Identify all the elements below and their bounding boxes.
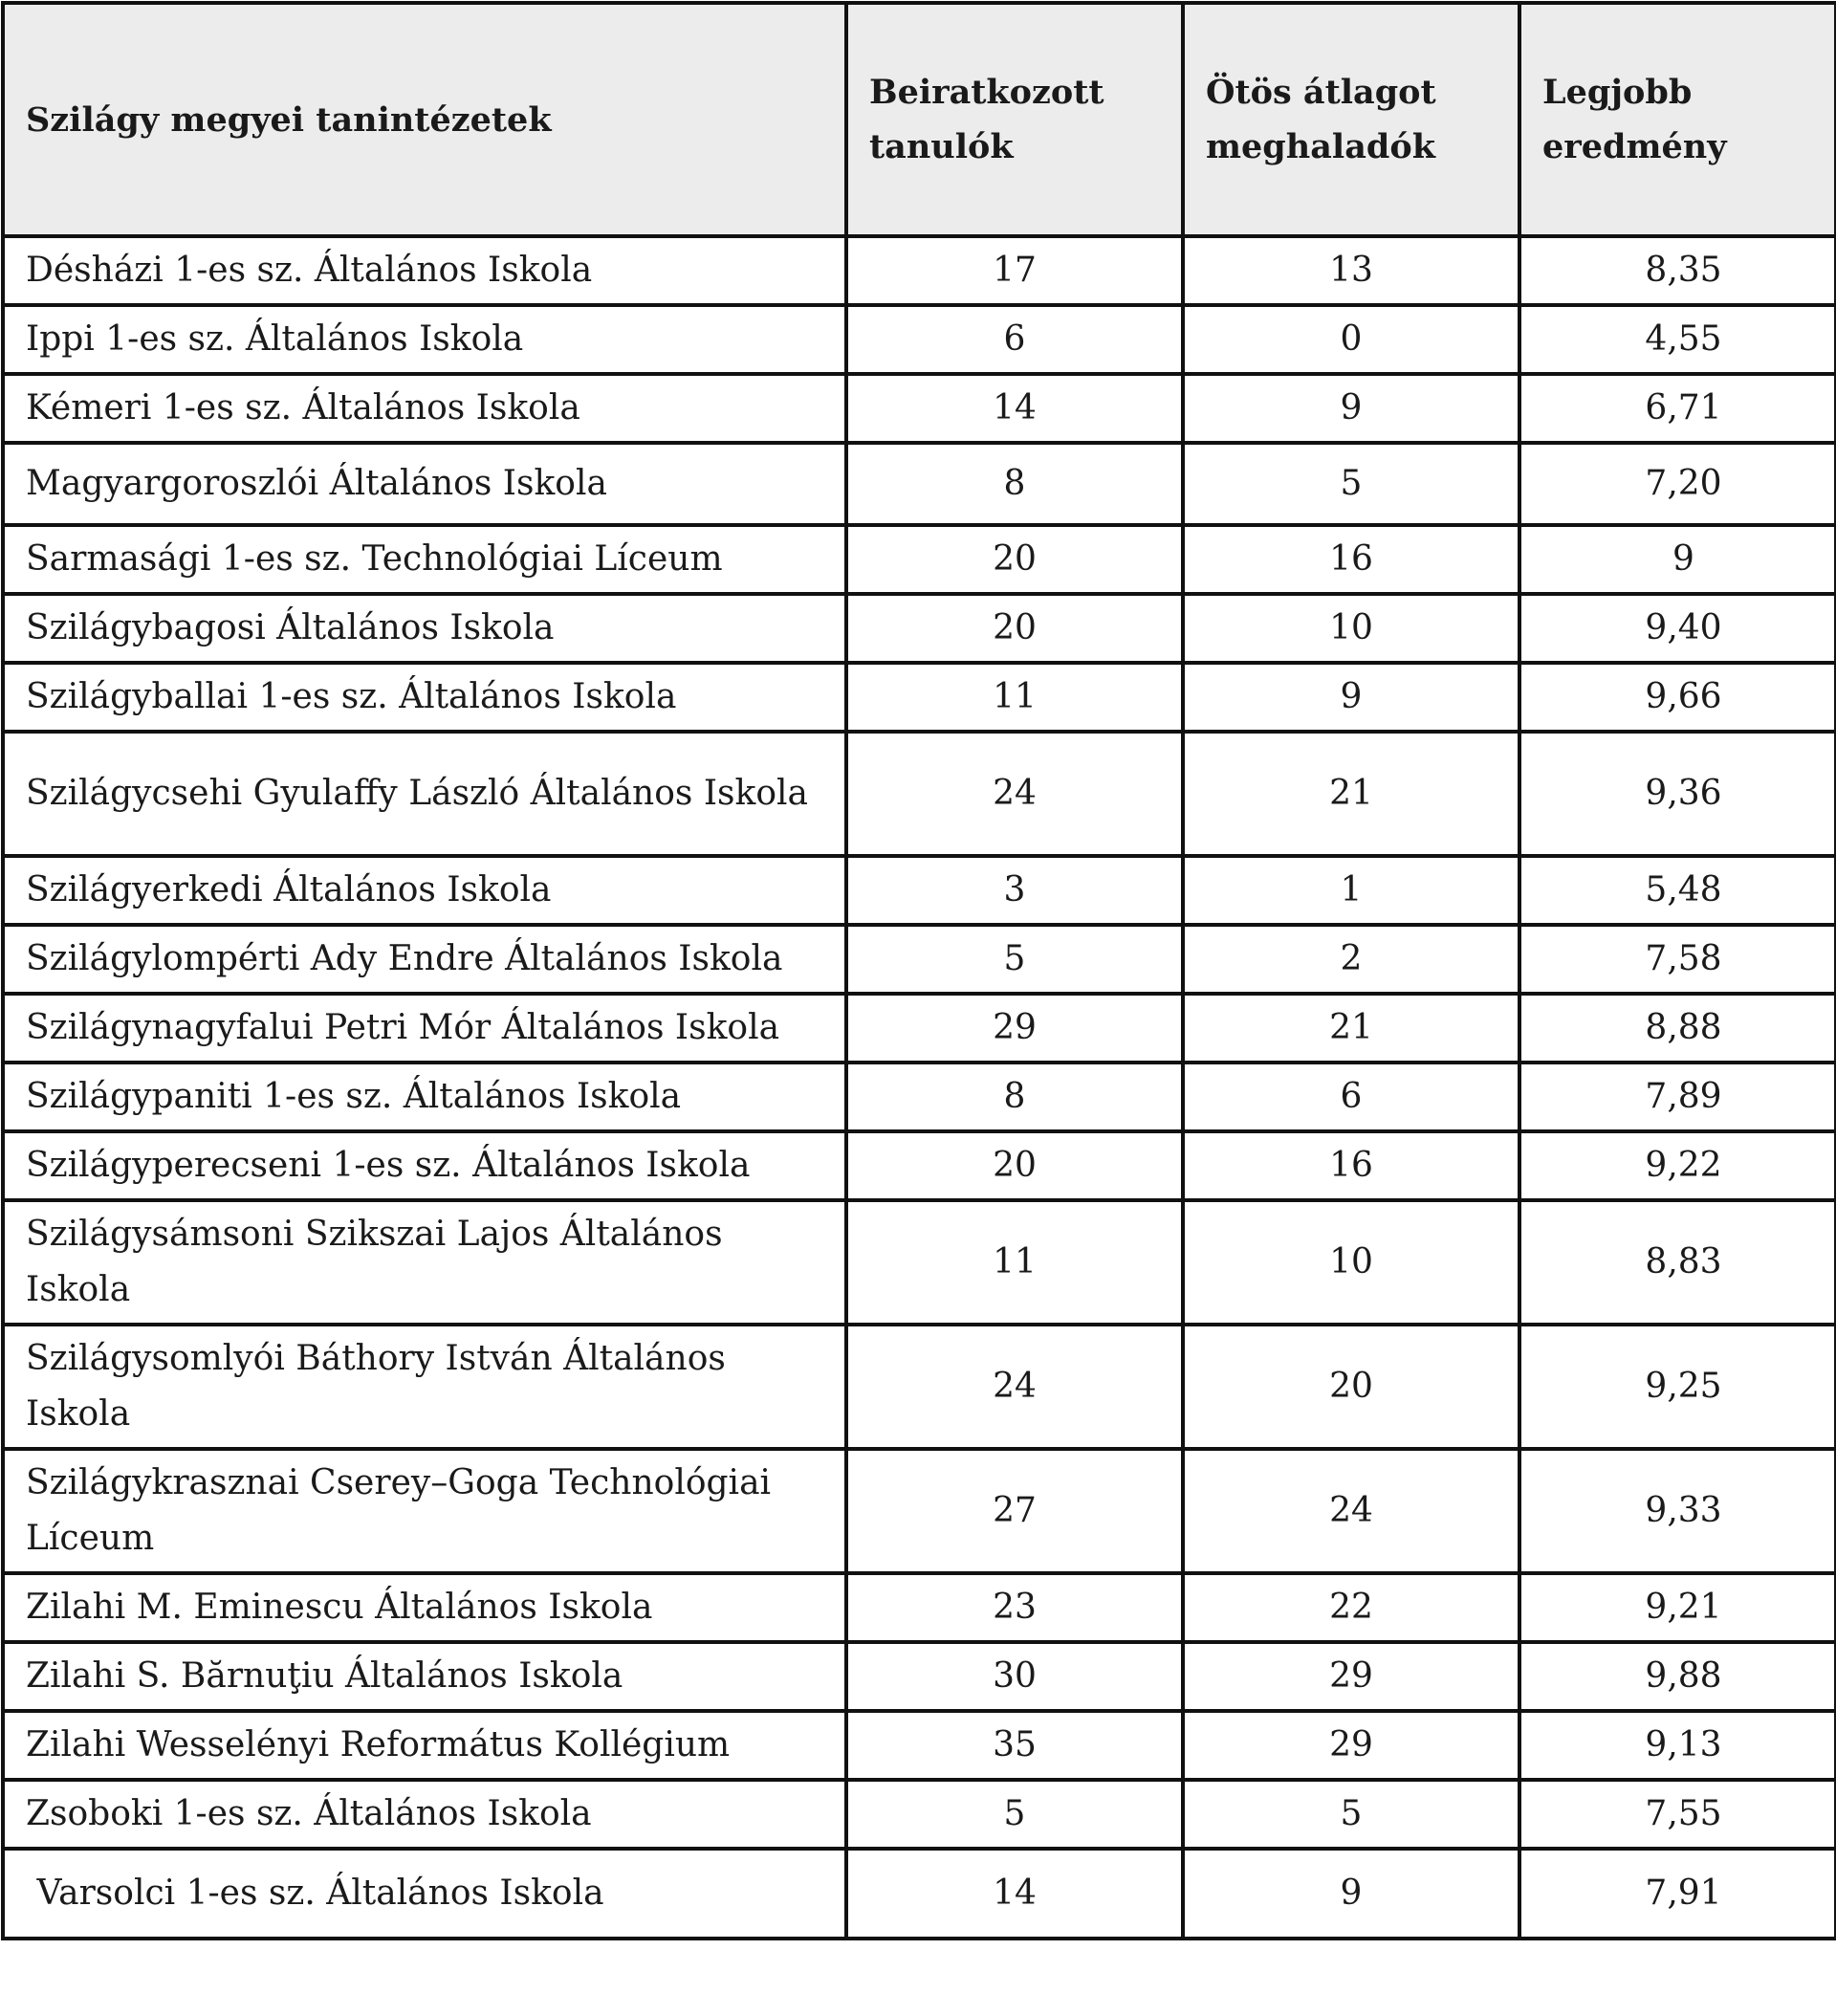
enrolled-count: 27 bbox=[846, 1449, 1183, 1573]
enrolled-count: 30 bbox=[846, 1642, 1183, 1711]
school-name: Szilágycsehi Gyulaffy László Általános Iskola bbox=[3, 732, 846, 856]
school-name: Szilágylompérti Ady Endre Általános Iskola bbox=[3, 925, 846, 994]
table-row bbox=[3, 994, 1836, 1063]
above-five-count: 10 bbox=[1183, 1200, 1519, 1325]
best-result: 9,66 bbox=[1519, 663, 1836, 732]
enrolled-count: 5 bbox=[846, 1780, 1183, 1849]
enrolled-count: 8 bbox=[846, 1063, 1183, 1131]
table-row bbox=[3, 1780, 1836, 1849]
table-row bbox=[3, 236, 1836, 305]
enrolled-count: 14 bbox=[846, 1849, 1183, 1939]
best-result: 7,20 bbox=[1519, 443, 1836, 525]
enrolled-count: 11 bbox=[846, 1200, 1183, 1325]
above-five-count: 0 bbox=[1183, 305, 1519, 374]
table-row bbox=[3, 525, 1836, 594]
enrolled-count: 14 bbox=[846, 374, 1183, 443]
best-result: 9 bbox=[1519, 525, 1836, 594]
above-five-count: 24 bbox=[1183, 1449, 1519, 1573]
table-row bbox=[3, 925, 1836, 994]
school-name: Szilágypaniti 1-es sz. Általános Iskola bbox=[3, 1063, 846, 1131]
table-row bbox=[3, 1325, 1836, 1449]
table-row bbox=[3, 1200, 1836, 1325]
best-result: 7,91 bbox=[1519, 1849, 1836, 1939]
school-name: Sarmasági 1-es sz. Technológiai Líceum bbox=[3, 525, 846, 594]
table-row bbox=[3, 305, 1836, 374]
header-row bbox=[3, 3, 1836, 236]
best-result: 7,58 bbox=[1519, 925, 1836, 994]
table-body bbox=[3, 236, 1836, 1939]
table-row bbox=[3, 856, 1836, 925]
enrolled-count: 8 bbox=[846, 443, 1183, 525]
table-row bbox=[3, 1849, 1836, 1939]
school-name: Zsoboki 1-es sz. Általános Iskola bbox=[3, 1780, 846, 1849]
enrolled-count: 20 bbox=[846, 525, 1183, 594]
school-name: Zilahi S. Bărnuţiu Általános Iskola bbox=[3, 1642, 846, 1711]
table-row bbox=[3, 1131, 1836, 1200]
header-best-result: Legjobb eredmény bbox=[1519, 3, 1836, 236]
school-name: Désházi 1-es sz. Általános Iskola bbox=[3, 236, 846, 305]
school-name: Szilágynagyfalui Petri Mór Általános Iskola bbox=[3, 994, 846, 1063]
above-five-count: 6 bbox=[1183, 1063, 1519, 1131]
school-name: Zilahi M. Eminescu Általános Iskola bbox=[3, 1573, 846, 1642]
best-result: 9,88 bbox=[1519, 1642, 1836, 1711]
enrolled-count: 35 bbox=[846, 1711, 1183, 1780]
table-header bbox=[3, 3, 1836, 236]
table-row bbox=[3, 443, 1836, 525]
enrolled-count: 29 bbox=[846, 994, 1183, 1063]
table-row bbox=[3, 1642, 1836, 1711]
best-result: 8,35 bbox=[1519, 236, 1836, 305]
best-result: 7,89 bbox=[1519, 1063, 1836, 1131]
table-row bbox=[3, 594, 1836, 663]
table-row bbox=[3, 663, 1836, 732]
school-name: Szilágysámsoni Szikszai Lajos Általános Iskola bbox=[3, 1200, 846, 1325]
school-name: Szilágybagosi Általános Iskola bbox=[3, 594, 846, 663]
above-five-count: 9 bbox=[1183, 663, 1519, 732]
best-result: 8,83 bbox=[1519, 1200, 1836, 1325]
best-result: 8,88 bbox=[1519, 994, 1836, 1063]
above-five-count: 2 bbox=[1183, 925, 1519, 994]
table-row bbox=[3, 374, 1836, 443]
enrolled-count: 20 bbox=[846, 594, 1183, 663]
school-name: Zilahi Wesselényi Református Kollégium bbox=[3, 1711, 846, 1780]
above-five-count: 5 bbox=[1183, 1780, 1519, 1849]
table-row bbox=[3, 1449, 1836, 1573]
best-result: 9,33 bbox=[1519, 1449, 1836, 1573]
enrolled-count: 24 bbox=[846, 1325, 1183, 1449]
best-result: 9,22 bbox=[1519, 1131, 1836, 1200]
best-result: 9,21 bbox=[1519, 1573, 1836, 1642]
above-five-count: 29 bbox=[1183, 1642, 1519, 1711]
school-name: Magyargoroszlói Általános Iskola bbox=[3, 443, 846, 525]
enrolled-count: 24 bbox=[846, 732, 1183, 856]
enrolled-count: 5 bbox=[846, 925, 1183, 994]
above-five-count: 9 bbox=[1183, 374, 1519, 443]
best-result: 4,55 bbox=[1519, 305, 1836, 374]
header-enrolled: Beiratkozott tanulók bbox=[846, 3, 1183, 236]
above-five-count: 21 bbox=[1183, 994, 1519, 1063]
best-result: 9,13 bbox=[1519, 1711, 1836, 1780]
above-five-count: 16 bbox=[1183, 525, 1519, 594]
table-row bbox=[3, 1711, 1836, 1780]
best-result: 6,71 bbox=[1519, 374, 1836, 443]
above-five-count: 1 bbox=[1183, 856, 1519, 925]
enrolled-count: 6 bbox=[846, 305, 1183, 374]
above-five-count: 16 bbox=[1183, 1131, 1519, 1200]
table-row bbox=[3, 1573, 1836, 1642]
above-five-count: 22 bbox=[1183, 1573, 1519, 1642]
above-five-count: 29 bbox=[1183, 1711, 1519, 1780]
school-name: Varsolci 1-es sz. Általános Iskola bbox=[3, 1849, 846, 1939]
enrolled-count: 17 bbox=[846, 236, 1183, 305]
table-row bbox=[3, 1063, 1836, 1131]
enrolled-count: 11 bbox=[846, 663, 1183, 732]
above-five-count: 21 bbox=[1183, 732, 1519, 856]
school-name: Ippi 1-es sz. Általános Iskola bbox=[3, 305, 846, 374]
school-name: Szilágykrasznai Cserey–Goga Technológiai Líceum bbox=[3, 1449, 846, 1573]
school-name: Szilágyballai 1-es sz. Általános Iskola bbox=[3, 663, 846, 732]
best-result: 9,40 bbox=[1519, 594, 1836, 663]
school-name: Kémeri 1-es sz. Általános Iskola bbox=[3, 374, 846, 443]
best-result: 5,48 bbox=[1519, 856, 1836, 925]
school-name: Szilágysomlyói Báthory István Általános Iskola bbox=[3, 1325, 846, 1449]
above-five-count: 5 bbox=[1183, 443, 1519, 525]
best-result: 9,25 bbox=[1519, 1325, 1836, 1449]
enrolled-count: 23 bbox=[846, 1573, 1183, 1642]
best-result: 9,36 bbox=[1519, 732, 1836, 856]
above-five-count: 9 bbox=[1183, 1849, 1519, 1939]
header-school: Szilágy megyei tanintézetek bbox=[3, 3, 846, 236]
above-five-count: 20 bbox=[1183, 1325, 1519, 1449]
best-result: 7,55 bbox=[1519, 1780, 1836, 1849]
table-row bbox=[3, 732, 1836, 856]
schools-results-table bbox=[1, 1, 1836, 1940]
enrolled-count: 3 bbox=[846, 856, 1183, 925]
school-name: Szilágyerkedi Általános Iskola bbox=[3, 856, 846, 925]
above-five-count: 10 bbox=[1183, 594, 1519, 663]
enrolled-count: 20 bbox=[846, 1131, 1183, 1200]
above-five-count: 13 bbox=[1183, 236, 1519, 305]
school-name: Szilágyperecseni 1-es sz. Általános Iskola bbox=[3, 1131, 846, 1200]
header-above-five: Ötös átlagot meghaladók bbox=[1183, 3, 1519, 236]
